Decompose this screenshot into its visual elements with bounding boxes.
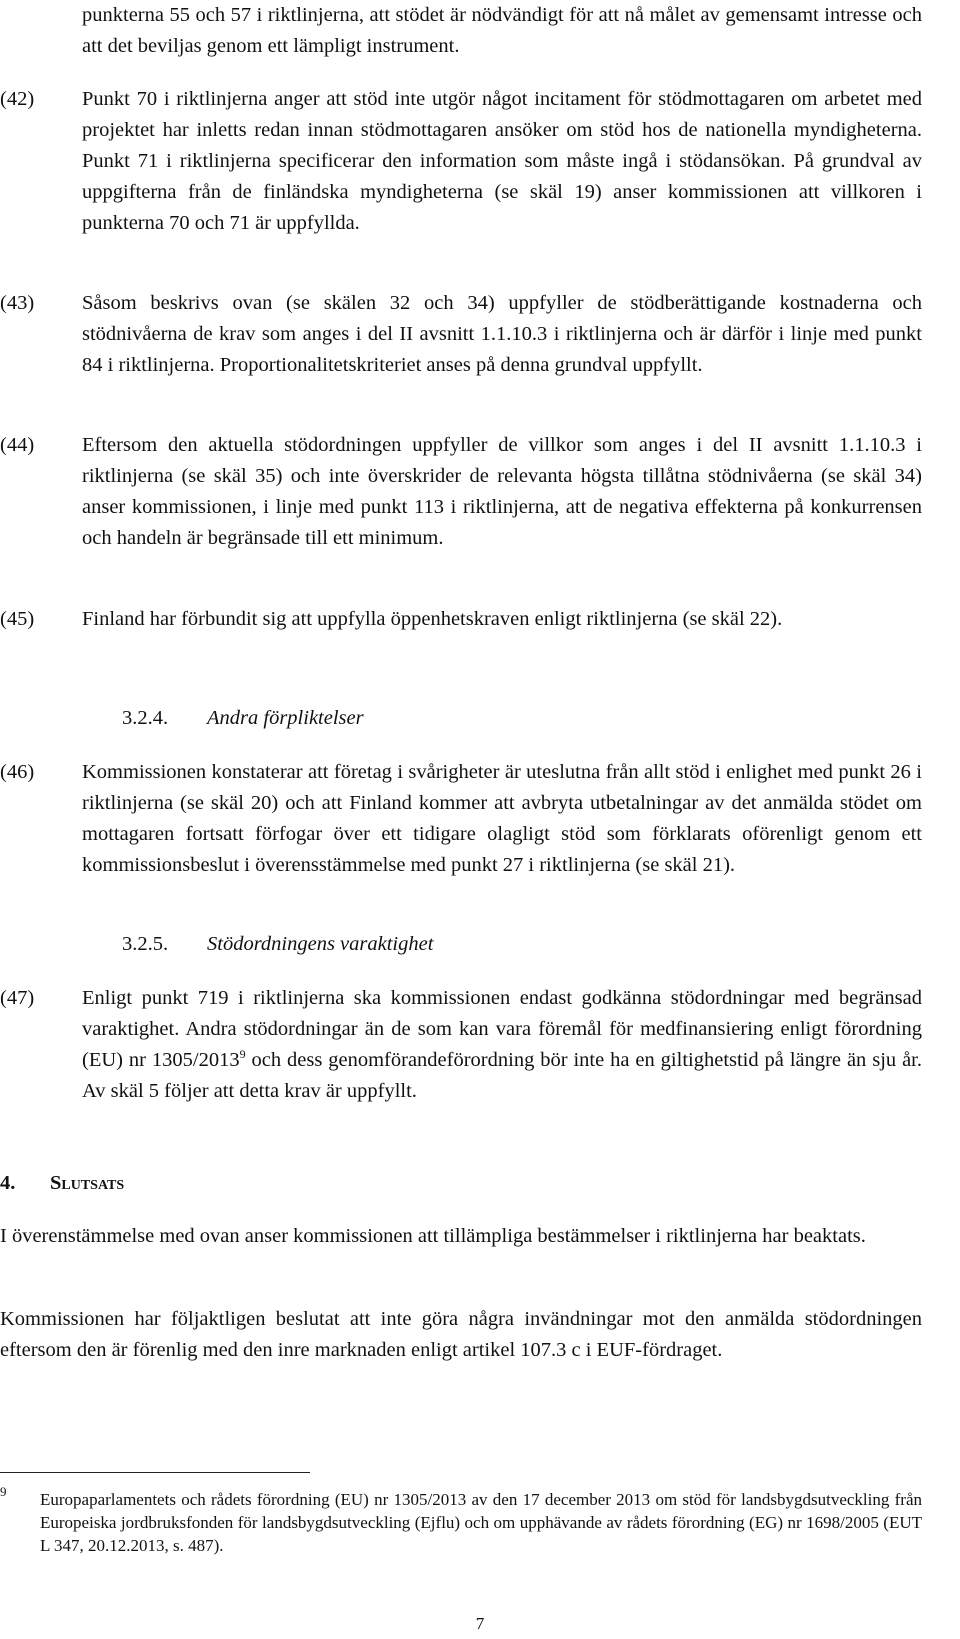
section-number: 4. [0, 1172, 16, 1194]
paragraph-number: (44) [0, 434, 35, 456]
paragraph-number: (45) [0, 608, 35, 630]
paragraph-text: Kommissionen konstaterar att företag i svårigheter är uteslutna från allt stöd i enlighet med punkt 26 i riktlinjerna (se skäl 20) och att Finland kommer att avbryta utbetalningar av det anmälda stödet om mottagaren fortsatt förfogar över ett tidigare olagligt stöd som förklarats oförenligt genom ett kommissionsbeslut i överensstämmelse med punkt 27 i riktlinjerna (se skäl 21). [82, 761, 922, 876]
subsection-title: Andra förpliktelser [207, 707, 364, 729]
paragraph-number: (47) [0, 987, 35, 1009]
page-number: 7 [475, 1614, 485, 1633]
paragraph-number: (43) [0, 292, 35, 314]
section-title: Slutsats [50, 1172, 125, 1194]
paragraph-text: Eftersom den aktuella stödordningen uppfyller de villkor som anges i del II avsnitt 1.1.10.3 i riktlinjerna (se skäl 35) och inte överskrider de relevanta högsta tillåtna stödnivåerna (se skäl 34) anser kommissionen, i linje med punkt 113 i riktlinjerna, att de negativa effekterna på konkurrensen och handeln är begränsade till ett minimum. [82, 434, 922, 549]
subsection-number: 3.2.4. [122, 707, 169, 729]
continued-paragraph-text: punkterna 55 och 57 i riktlinjerna, att stödet är nödvändigt för att nå målet av gemensamt intresse och att det beviljas genom ett lämpligt instrument. [82, 4, 922, 57]
paragraph-number: (46) [0, 761, 35, 783]
paragraph-text: Såsom beskrivs ovan (se skälen 32 och 34) uppfyller de stödberättigande kostnaderna och stödnivåerna de krav som anges i del II avsnitt 1.1.10.3 i riktlinjerna och är därför i linje med punkt 84 i riktlinjerna. Proportionalitetskriteriet anses på denna grundval uppfyllt. [82, 292, 922, 376]
subsection-number: 3.2.5. [122, 933, 169, 955]
subsection-title: Stödordningens varaktighet [207, 933, 434, 955]
footnote-separator [0, 1472, 310, 1473]
paragraph-text-part: och dess genomförandeförordning bör inte ha en giltighetstid på längre än sju år. Av skäl 5 följer att detta krav är uppfyllt. [82, 1049, 922, 1102]
paragraph-number: (42) [0, 88, 35, 110]
conclusion-paragraph: Kommissionen har följaktligen beslutat att inte göra några invändningar mot den anmälda stödordningen eftersom den är förenlig med den inre marknaden enligt artikel 107.3 c i EUF-fördraget. [0, 1308, 922, 1361]
paragraph-text: Punkt 70 i riktlinjerna anger att stöd inte utgör något incitament för stödmottagaren om arbetet med projektet har inletts redan innan stödmottagaren ansöker om stöd hos de nationella myndigheterna. Punkt 71 i riktlinjerna specificerar den information som måste ingå i stödansökan. På grundval av uppgifterna från de finländska myndigheterna (se skäl 19) anser kommissionen att villkoren i punkterna 70 och 71 är uppfyllda. [82, 88, 922, 234]
conclusion-paragraph: I överenstämmelse med ovan anser kommissionen att tillämpliga bestämmelser i riktlinjerna har beaktats. [0, 1225, 866, 1247]
footnote-mark: 9 [0, 1484, 7, 1499]
paragraph-text: Finland har förbundit sig att uppfylla öppenhetskraven enligt riktlinjerna (se skäl 22). [82, 608, 783, 630]
paragraph-text-part: Enligt punkt 719 i riktlinjerna ska kommissionen endast godkänna stödordningar med begränsad varaktighet. Andra stödordningar än de som kan vara föremål för medfinansiering enligt förordning (EU) nr 1305/2013 [82, 987, 922, 1071]
footnote-text: Europaparlamentets och rådets förordning (EU) nr 1305/2013 av den 17 december 2013 om stöd för landsbygdsutveckling från Europeiska jordbruksfonden för landsbygdsutveckling (Ejflu) och om upphävande av rådets förordning (EG) nr 1698/2005 (EUT L 347, 20.12.2013, s. 487). [40, 1490, 922, 1555]
subsection-heading-3-2-5 [122, 929, 433, 960]
subsection-heading-3-2-4 [122, 703, 364, 734]
paragraph-text [82, 983, 922, 1107]
footnote-reference[interactable]: 9 [239, 1047, 246, 1062]
section-heading-conclusion [0, 1168, 124, 1199]
